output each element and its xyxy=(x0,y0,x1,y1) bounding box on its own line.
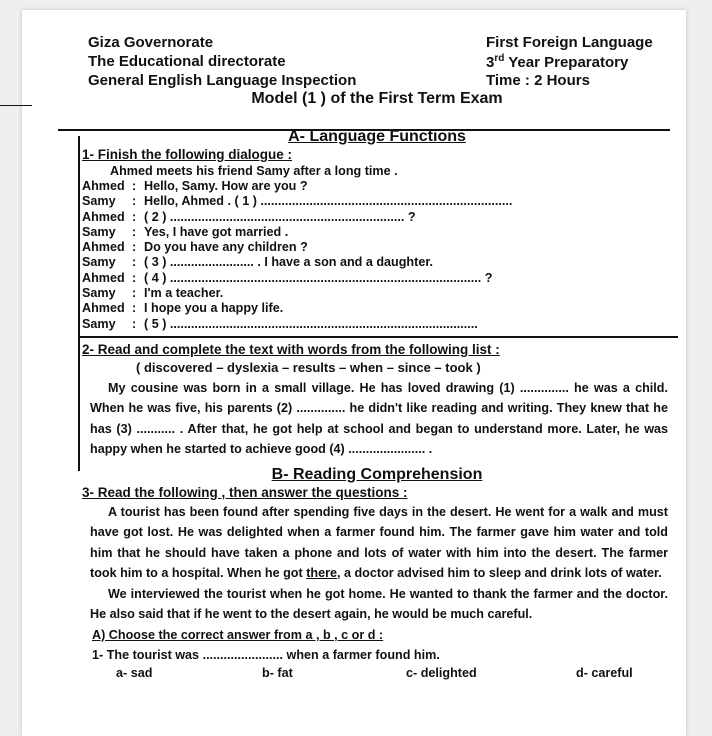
dialogue-line: Samy : ( 5 ) ........................................................................................ xyxy=(82,316,478,331)
dialogue-line: Ahmed : ( 2 ) ................................................................... ? xyxy=(82,209,416,224)
margin-vertical-line xyxy=(78,136,80,471)
option-b: b- fat xyxy=(262,665,293,680)
dialogue-line: Samy : Yes, I have got married . xyxy=(82,224,289,239)
q1-heading: 1- Finish the following dialogue : xyxy=(82,147,292,162)
dialogue-line: Samy : Hello, Ahmed . ( 1 ) ........................................................................ xyxy=(82,194,513,209)
exam-sheet xyxy=(22,10,686,736)
q3-heading: 3- Read the following , then answer the questions : xyxy=(82,484,408,500)
underlined-word-there: there xyxy=(306,566,337,581)
directorate: The Educational directorate xyxy=(88,53,286,70)
reading-paragraph-1: A tourist has been found after spending five days in the desert. He went for a walk and must have got lost. He was delighted when a farmer found him. The farmer gave him water and told him that he should have taken a phone and lots of water with him into the desert. The farmer took him to a hospital. When he got there, a doctor advised him to sleep and drink lots of water. xyxy=(90,504,668,581)
answer-options xyxy=(72,666,682,686)
header-row-1 xyxy=(72,34,682,53)
dialogue-line: Samy : ( 3 ) ........................ . I have a son and a daughter. xyxy=(82,255,434,270)
header-row-3 xyxy=(72,72,682,91)
section-a-title: A- Language Functions xyxy=(288,128,466,145)
section-b-title: B- Reading Comprehension xyxy=(271,465,483,483)
option-d: d- careful xyxy=(576,665,633,680)
exam-document xyxy=(72,34,682,686)
question-1: 1- The tourist was ....................... when a farmer found him. xyxy=(92,648,440,663)
governorate: Giza Governorate xyxy=(88,34,214,51)
dialogue-intro: Ahmed meets his friend Samy after a long time . xyxy=(110,164,398,178)
dialogue-line: Ahmed : Do you have any children ? xyxy=(82,240,308,255)
part-a-heading: A) Choose the correct answer from a , b , c or d : xyxy=(92,627,384,642)
dialogue-line: Samy : I'm a teacher. xyxy=(82,286,224,301)
dialogue xyxy=(82,179,682,332)
option-c: c- delighted xyxy=(406,665,477,680)
section-divider xyxy=(80,336,678,338)
option-a: a- sad xyxy=(116,665,153,680)
word-list: ( discovered – dyslexia – results – when – since – took ) xyxy=(136,359,481,375)
dialogue-line: Ahmed : I hope you a happy life. xyxy=(82,301,284,316)
header-rule xyxy=(58,129,670,131)
reading-paragraph-2: We interviewed the tourist when he got home. He wanted to thank the farmer and the doctor. He also said that if he went to the desert again, he would be much careful. xyxy=(90,586,668,622)
dialogue-line: Ahmed : ( 4 ) ......................................................................................... ? xyxy=(82,270,493,285)
header-row-2 xyxy=(72,53,682,72)
left-margin-tick xyxy=(0,105,32,106)
inspection: General English Language Inspection xyxy=(88,72,357,89)
exam-time: Time : 2 Hours xyxy=(486,72,590,89)
grade: 3rd Year Preparatory xyxy=(486,53,629,71)
dialogue-line: Ahmed : Hello, Samy. How are you ? xyxy=(82,179,308,193)
q2-heading: 2- Read and complete the text with words from the following list : xyxy=(82,341,500,357)
q2-text: My cousine was born in a small village. He has loved drawing (1) .............. he was a child. When he was five, his parents (2) .............. he didn't like reading and writing. They knew that he has (3) ........... . After that, he got help at school and began to understand more. Later, he was happy when he started to achieve good (4) ...................... . xyxy=(90,380,668,457)
exam-title: Model (1 ) of the First Term Exam xyxy=(251,90,503,107)
subject: First Foreign Language xyxy=(486,34,653,51)
